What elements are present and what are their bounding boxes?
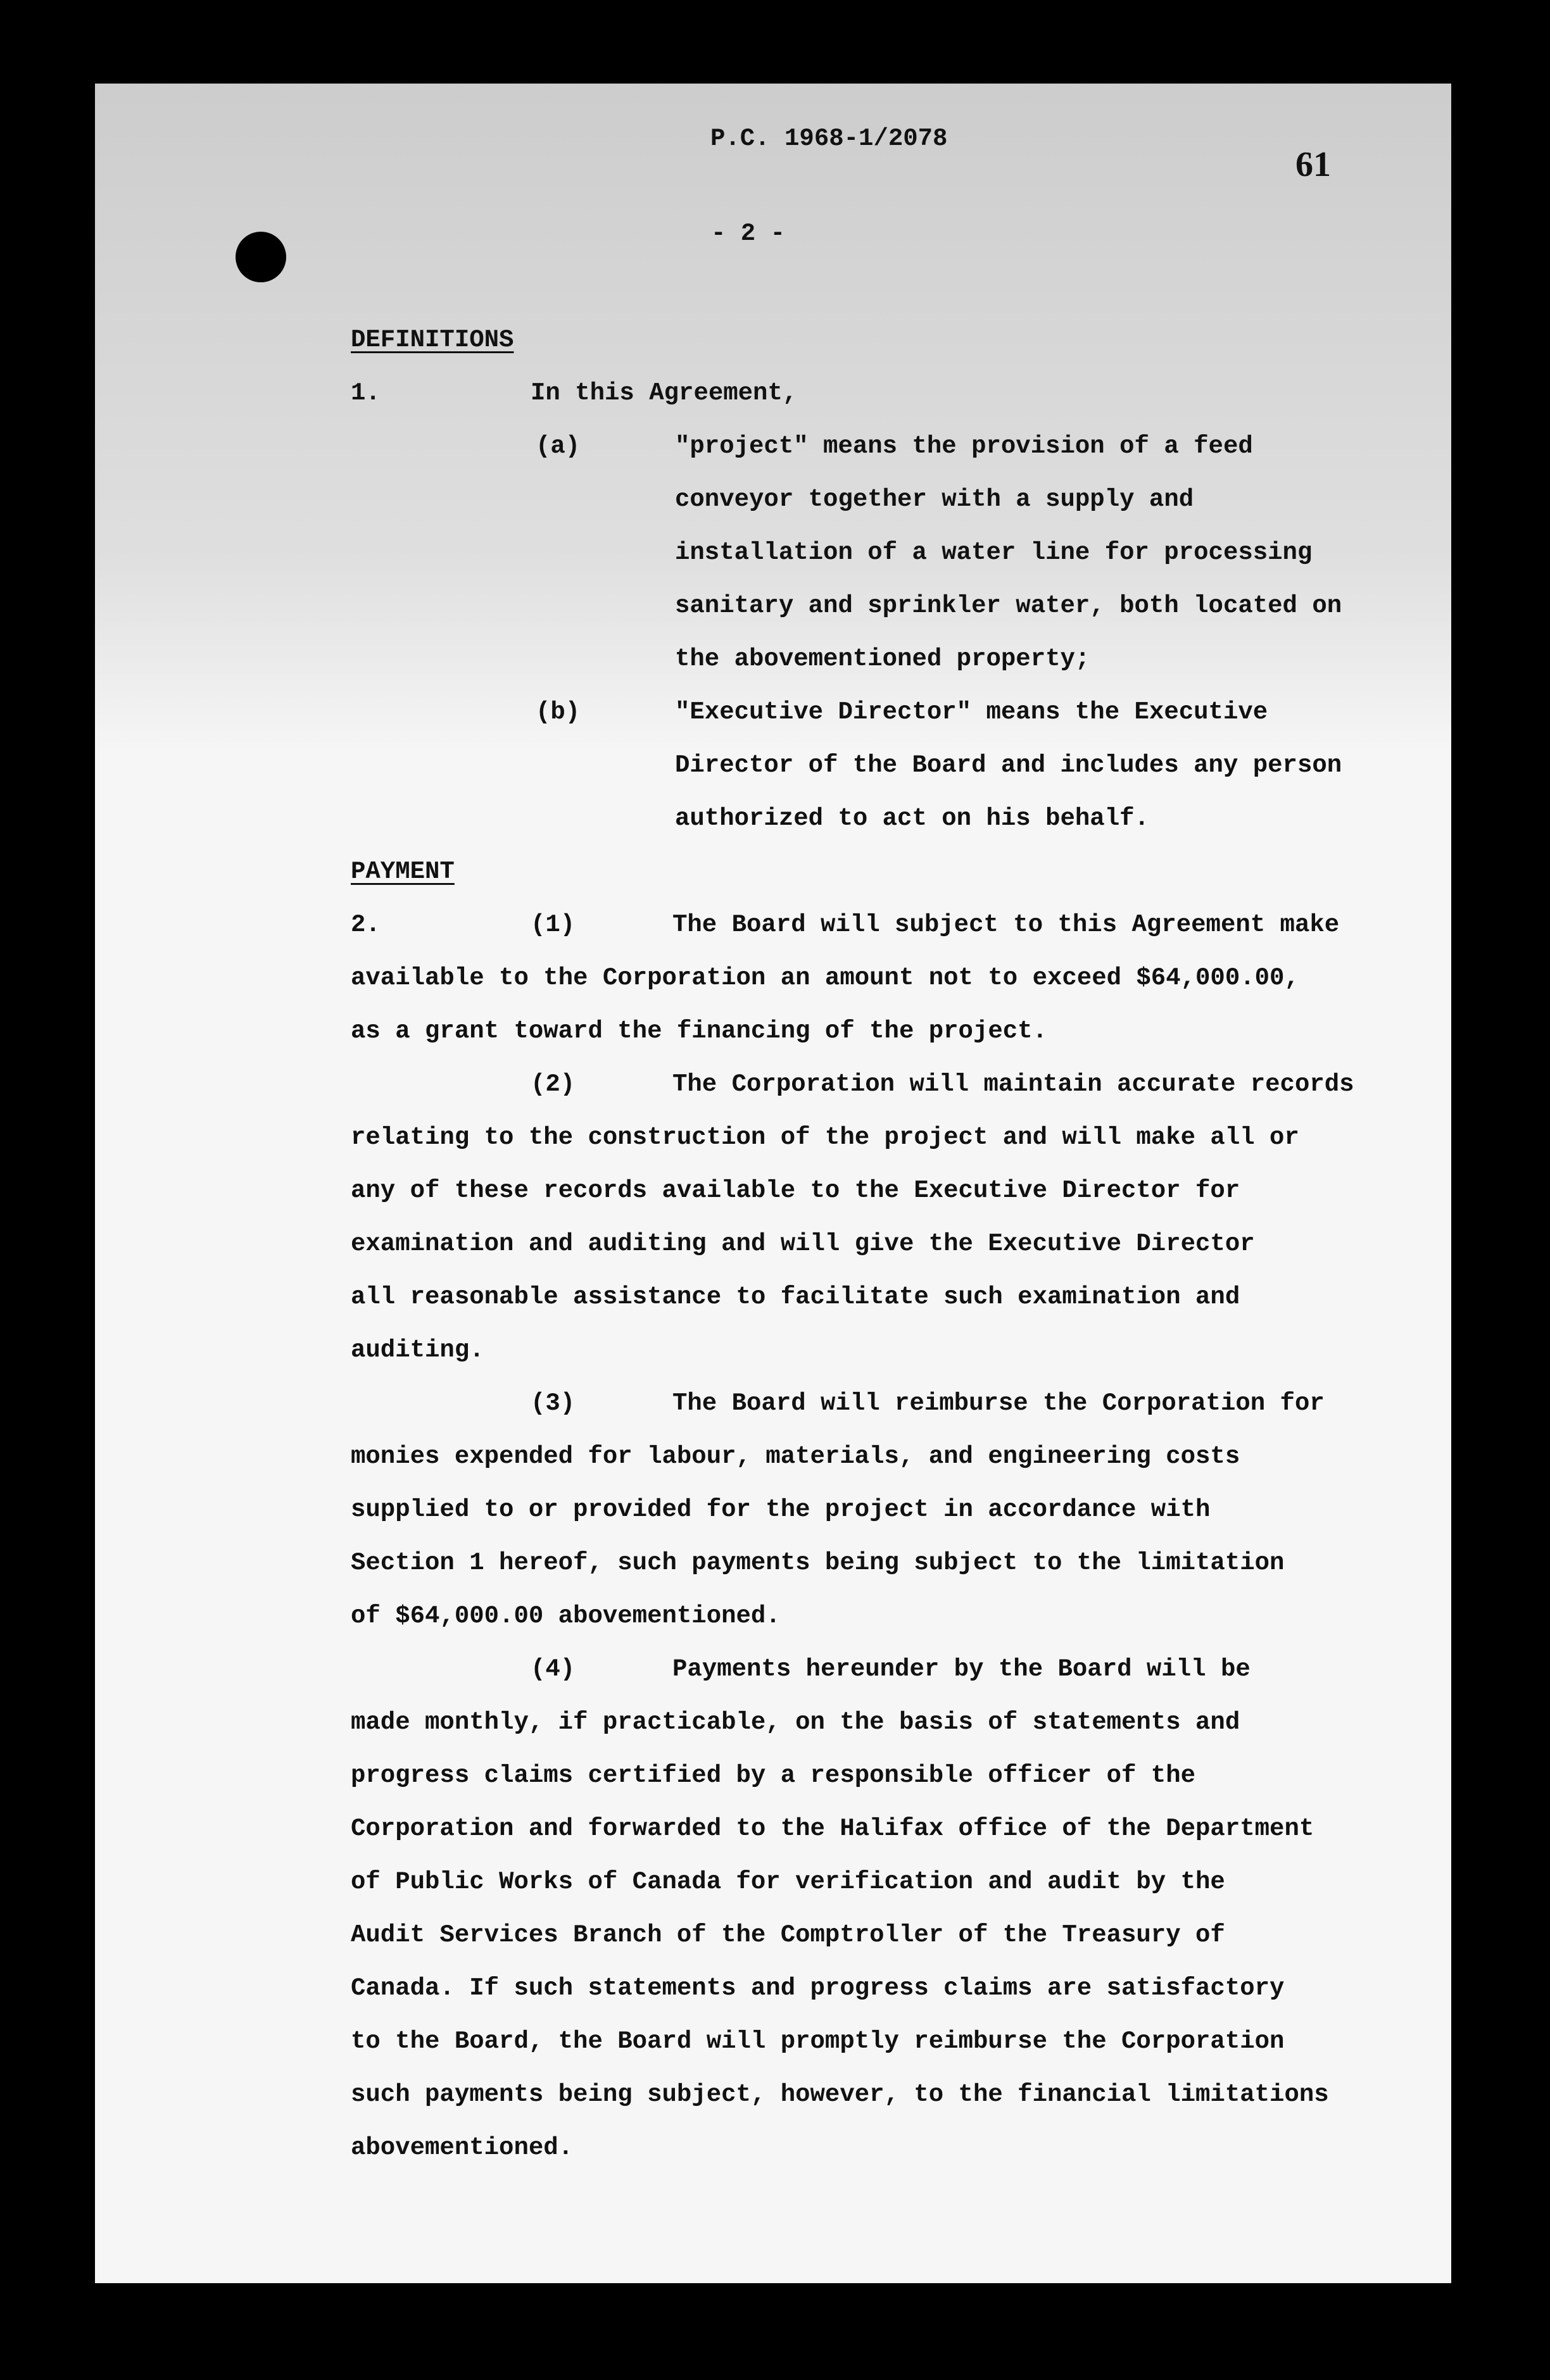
paragraph-2-line: examination and auditing and will give the Executive Director	[351, 1230, 1255, 1258]
paragraph-4-line: abovementioned.	[351, 2134, 574, 2162]
paragraph-3-first-line: The Board will reimburse the Corporation for	[672, 1389, 1325, 1417]
reference-number: P.C. 1968-1/2078	[710, 125, 948, 153]
paragraph-4-line: Corporation and forwarded to the Halifax office of the Department	[351, 1815, 1314, 1843]
paragraph-3-line: of $64,000.00 abovementioned.	[351, 1602, 781, 1630]
definition-a-label: (a)	[536, 432, 581, 460]
section-2-number: 2.	[351, 911, 381, 939]
definition-b-line: Director of the Board and includes any person	[675, 751, 1342, 779]
paragraph-2-line: relating to the construction of the project and will make all or	[351, 1124, 1299, 1151]
paragraph-2-first-line: The Corporation will maintain accurate records	[672, 1070, 1354, 1098]
paragraph-4-line: made monthly, if practicable, on the basis of statements and	[351, 1708, 1240, 1736]
paragraph-1-line: as a grant toward the financing of the project.	[351, 1017, 1047, 1045]
paragraph-2-label: (2)	[531, 1070, 576, 1098]
paragraph-2-line: all reasonable assistance to facilitate such examination and	[351, 1283, 1240, 1311]
punch-hole	[236, 232, 286, 282]
paragraph-1-line: available to the Corporation an amount not to exceed $64,000.00,	[351, 964, 1299, 992]
paragraph-4-label: (4)	[531, 1655, 576, 1683]
paragraph-3-label: (3)	[531, 1389, 576, 1417]
folio-number: 61	[1295, 145, 1331, 184]
definition-b-line: authorized to act on his behalf.	[675, 805, 1149, 832]
paragraph-3-line: monies expended for labour, materials, and engineering costs	[351, 1443, 1240, 1470]
paragraph-3-line: supplied to or provided for the project in accordance with	[351, 1496, 1211, 1524]
paragraph-4-line: Canada. If such statements and progress claims are satisfactory	[351, 1974, 1285, 2002]
definition-a-line: conveyor together with a supply and	[675, 485, 1194, 513]
payment-heading: PAYMENT	[351, 858, 455, 886]
definition-b-label: (b)	[536, 698, 581, 726]
paragraph-4-first-line: Payments hereunder by the Board will be	[672, 1655, 1251, 1683]
paragraph-4-line: of Public Works of Canada for verification and audit by the	[351, 1868, 1225, 1896]
paragraph-4-line: progress claims certified by a responsible officer of the	[351, 1762, 1196, 1789]
definition-a-line: "project" means the provision of a feed	[675, 432, 1253, 460]
paragraph-1-first-line: The Board will subject to this Agreement make	[672, 911, 1340, 939]
definition-a-line: installation of a water line for processing	[675, 539, 1313, 567]
paragraph-2-line: any of these records available to the Executive Director for	[351, 1177, 1240, 1205]
paragraph-4-line: to the Board, the Board will promptly reimburse the Corporation	[351, 2027, 1285, 2055]
paragraph-4-line: Audit Services Branch of the Comptroller of the Treasury of	[351, 1921, 1225, 1949]
paragraph-2-line: auditing.	[351, 1336, 484, 1364]
section-1-number: 1.	[351, 379, 381, 407]
definition-a-line: sanitary and sprinkler water, both located on	[675, 592, 1342, 620]
definitions-intro: In this Agreement,	[531, 379, 798, 407]
paragraph-1-label: (1)	[531, 911, 576, 939]
definition-a-line: the abovementioned property;	[675, 645, 1090, 673]
paragraph-3-line: Section 1 hereof, such payments being subject to the limitation	[351, 1549, 1285, 1577]
definitions-heading: DEFINITIONS	[351, 326, 514, 354]
page-number: - 2 -	[711, 220, 786, 247]
definition-b-line: "Executive Director" means the Executive	[675, 698, 1268, 726]
paragraph-4-line: such payments being subject, however, to the financial limitations	[351, 2081, 1329, 2108]
